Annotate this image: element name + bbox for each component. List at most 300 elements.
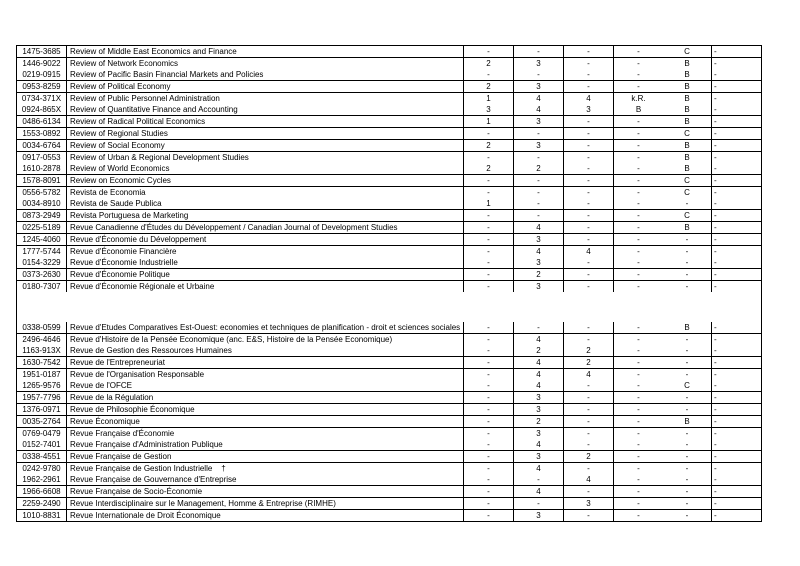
table-row [17,152,761,163]
rating-cell-6: - [714,511,717,520]
rating-cell-2: 4 [514,463,564,474]
rating-cell-2: 3 [514,281,564,292]
table-row [17,222,761,233]
rating-cell-6: - [714,258,717,267]
table-row [17,428,761,439]
issn-cell: 1010-8831 [17,510,67,521]
rating-cell-3: - [564,210,614,221]
table-row [17,116,761,127]
table-row [17,439,761,450]
rating-cell-4: - [637,223,640,232]
table-group [17,369,761,392]
rating-cell-5: - [663,269,712,280]
rating-cell-3: - [564,187,614,198]
table-row [17,486,761,497]
rating-cell-5: - [663,334,712,345]
rating-cell-5: B [663,93,712,104]
rating-cell-2: 3 [514,116,564,127]
issn-cell: 0486-6134 [17,116,67,127]
rating-cell-3: - [564,58,614,69]
rating-cell-6: - [714,335,717,344]
rating-cell-2: - [514,69,564,80]
rating-cell-3: - [564,404,614,415]
rating-cell-5: - [663,428,712,439]
issn-cell: 1163-913X [17,345,67,356]
table-group [17,234,761,246]
journal-name-cell: Review of Regional Studies [67,128,464,139]
journal-name-cell: Review of Public Personnel Administration [67,93,464,104]
table-group [17,140,761,152]
rating-cell-3: - [564,510,614,521]
table-row [17,369,761,380]
rating-cell-3: - [564,69,614,80]
rating-cell-6: - [714,59,717,68]
rating-cell-4: - [637,511,640,520]
issn-cell: 0154-3229 [17,257,67,268]
rating-cell-3: 3 [564,104,614,115]
rating-cell-1: - [464,322,514,333]
rating-cell-1: - [464,257,514,268]
issn-cell: 0219-0915 [17,69,67,80]
rating-cell-5: - [663,357,712,368]
rating-cell-6: - [714,270,717,279]
journal-name-cell: Revue Interdisciplinaire sur le Management, Homme & Entreprise (RIMHE) [67,498,464,509]
issn-cell: 0769-0479 [17,428,67,439]
issn-cell: 0225-5189 [17,222,67,233]
rating-cell-6: - [714,475,717,484]
table-group [17,128,761,140]
issn-cell: 1957-7796 [17,392,67,403]
rating-cell-6: - [714,117,717,126]
rating-cell-6: - [714,487,717,496]
journal-name-cell: Revue Française d'Économie [67,428,464,439]
issn-cell: 0034-6764 [17,140,67,151]
rating-cell-5: B [663,69,712,80]
rating-cell-6: - [714,70,717,79]
table-row [17,163,761,174]
rating-cell-5: - [663,281,712,292]
journal-name-cell: Revue d'Économie Financière [67,246,464,257]
rating-cell-6: - [714,381,717,390]
rating-cell-4: - [637,176,640,185]
rating-cell-1: - [464,510,514,521]
rating-cell-4: - [637,475,640,484]
rating-cell-6: - [714,94,717,103]
table-group [17,510,761,521]
issn-cell: 1951-0187 [17,369,67,380]
journal-name-cell: Review on Economic Cycles [67,175,464,186]
rating-cell-4: - [637,129,640,138]
rating-cell-5: B [663,416,712,427]
rating-cell-4: - [637,141,640,150]
rating-cell-6: - [714,393,717,402]
rating-cell-6: - [714,417,717,426]
rating-cell-2: - [514,152,564,163]
issn-cell: 0152-7401 [17,439,67,450]
rating-cell-1: - [464,334,514,345]
rating-cell-2: - [514,474,564,485]
rating-cell-5: - [663,257,712,268]
rating-cell-5: B [663,140,712,151]
rating-cell-1: - [464,345,514,356]
rating-cell-5: B [663,152,712,163]
issn-cell: 0373-2630 [17,269,67,280]
rating-cell-2: 2 [514,416,564,427]
rating-cell-2: 3 [514,392,564,403]
rating-cell-4: - [637,211,640,220]
table-row [17,498,761,509]
issn-cell: 1245-4060 [17,234,67,245]
rating-cell-3: 2 [564,357,614,368]
rating-cell-3: - [564,222,614,233]
issn-cell: 0035-2764 [17,416,67,427]
rating-cell-5: C [663,128,712,139]
table-row [17,510,761,521]
rating-cell-2: 4 [514,486,564,497]
issn-cell: 1446-9022 [17,58,67,69]
rating-cell-1: - [464,463,514,474]
rating-cell-4: - [637,464,640,473]
journal-name-cell: Revue de Gestion des Ressources Humaines [67,345,464,356]
journal-name-cell: Revue d'Économie Industrielle [67,257,464,268]
rating-cell-3: 4 [564,474,614,485]
issn-cell: 0338-4551 [17,451,67,462]
issn-cell: 1962-2961 [17,474,67,485]
table-row [17,380,761,391]
journal-name-cell: Revista de Saude Publica [67,198,464,209]
rating-cell-1: 2 [464,140,514,151]
table-group [17,486,761,498]
rating-cell-4: - [637,235,640,244]
journal-name-cell: Revue Française de Gouvernance d'Entreprise [67,474,464,485]
rating-cell-4: - [637,282,640,291]
rating-cell-4: - [637,381,640,390]
rating-cell-6: - [714,440,717,449]
rating-cell-2: - [514,175,564,186]
rating-cell-1: 2 [464,81,514,92]
rating-cell-1: - [464,152,514,163]
rating-cell-2: 4 [514,93,564,104]
table-row [17,246,761,257]
rating-cell-3: - [564,198,614,209]
journal-name-cell: Revue d'Économie Régionale et Urbaine [67,281,464,292]
journal-name-cell: Revue d'Économie du Développement [67,234,464,245]
issn-cell: 0180-7307 [17,281,67,292]
issn-cell: 0338-0599 [17,322,67,333]
rating-cell-6: - [714,176,717,185]
rating-cell-3: - [564,46,614,57]
rating-cell-5: - [663,369,712,380]
table-group [17,46,761,58]
issn-cell: 2259-2490 [17,498,67,509]
rating-cell-2: 2 [514,163,564,174]
rating-cell-5: B [663,58,712,69]
rating-cell-1: - [464,281,514,292]
rating-cell-3: - [564,416,614,427]
rating-cell-3: - [564,486,614,497]
rating-cell-6: - [714,235,717,244]
table-row [17,463,761,474]
rating-cell-1: 1 [464,93,514,104]
issn-cell: 0734-371X [17,93,67,104]
table-row [17,46,761,57]
rating-cell-3: - [564,428,614,439]
table-group [17,451,761,463]
journal-name-cell: Revue Française de Socio-Économie [67,486,464,497]
rating-cell-2: 2 [514,269,564,280]
rating-cell-2: - [514,322,564,333]
rating-cell-2: - [514,46,564,57]
table-group [17,58,761,81]
rating-cell-6: - [714,153,717,162]
journal-name-cell: Review of World Economics [67,163,464,174]
rating-cell-1: - [464,498,514,509]
rating-cell-3: - [564,380,614,391]
rating-cell-4: - [637,270,640,279]
rating-cell-6: - [714,247,717,256]
rating-cell-6: - [714,429,717,438]
table-row [17,357,761,368]
journal-name-cell: Revue d'Histoire de la Pensée Economique (anc. E&S, Histoire de la Pensée Economique) [67,334,464,345]
rating-cell-6: - [714,105,717,114]
rating-cell-5: C [663,187,712,198]
rating-cell-1: - [464,451,514,462]
rating-cell-1: - [464,69,514,80]
rating-cell-1: - [464,128,514,139]
table-group [17,404,761,416]
journal-name-cell: Review of Radical Political Economics [67,116,464,127]
table-group [17,152,761,175]
table-group [17,116,761,128]
rating-cell-3: - [564,163,614,174]
table-row [17,198,761,209]
rating-cell-2: 4 [514,222,564,233]
rating-cell-6: - [714,464,717,473]
rating-cell-3: - [564,463,614,474]
table-row [17,281,761,292]
rating-cell-2: 3 [514,140,564,151]
rating-cell-6: - [714,211,717,220]
issn-cell: 1475-3685 [17,46,67,57]
rating-cell-3: 4 [564,246,614,257]
issn-cell: 0242-9780 [17,463,67,474]
rating-cell-4: - [637,358,640,367]
rating-cell-5: C [663,46,712,57]
table-row [17,58,761,69]
rating-cell-5: - [663,345,712,356]
table-row [17,234,761,245]
journal-name-cell: Revue d'Économie Politique [67,269,464,280]
table-row [17,451,761,462]
journal-name-cell: Review of Political Economy [67,81,464,92]
rating-cell-1: - [464,486,514,497]
table-row [17,257,761,268]
rating-cell-5: - [663,486,712,497]
journal-name-cell: Revue Française de Gestion Industrielle † [67,463,464,474]
rating-cell-1: - [464,269,514,280]
table-row [17,404,761,415]
rating-cell-3: - [564,392,614,403]
rating-cell-1: - [464,357,514,368]
rating-cell-2: 4 [514,380,564,391]
rating-cell-6: - [714,82,717,91]
rating-cell-6: - [714,346,717,355]
rating-cell-2: 3 [514,428,564,439]
rating-cell-5: - [663,510,712,521]
issn-cell: 1630-7542 [17,357,67,368]
rating-cell-1: - [464,175,514,186]
journal-name-cell: Review of Middle East Economics and Finance [67,46,464,57]
journal-name-cell: Revue d'Etudes Comparatives Est-Ouest: economies et techniques de planification - droit et sciences sociales [67,322,464,333]
rating-cell-1: 1 [464,198,514,209]
table-row [17,69,761,80]
journal-name-cell: Review of Quantitative Finance and Accounting [67,104,464,115]
rating-cell-5: - [663,234,712,245]
rating-cell-2: 4 [514,369,564,380]
rating-cell-1: 1 [464,116,514,127]
rating-cell-2: 3 [514,257,564,268]
rating-cell-3: - [564,234,614,245]
rating-cell-1: - [464,380,514,391]
rating-cell-6: - [714,282,717,291]
rating-cell-4: - [637,429,640,438]
rating-cell-3: 3 [564,498,614,509]
rating-cell-1: - [464,428,514,439]
rating-cell-1: - [464,246,514,257]
issn-cell: 0924-865X [17,104,67,115]
journal-table [16,45,762,522]
rating-cell-1: - [464,222,514,233]
rating-cell-1: 2 [464,58,514,69]
rating-cell-6: - [714,199,717,208]
rating-cell-4: - [637,405,640,414]
rating-cell-2: 3 [514,404,564,415]
rating-cell-4: - [637,258,640,267]
rating-cell-4: - [637,323,640,332]
journal-name-cell: Revista de Economia [67,187,464,198]
rating-cell-5: - [663,463,712,474]
rating-cell-6: - [714,499,717,508]
rating-cell-6: - [714,223,717,232]
rating-cell-2: 4 [514,246,564,257]
rating-cell-6: - [714,358,717,367]
issn-cell: 1578-8091 [17,175,67,186]
rating-cell-4: - [637,117,640,126]
table-group [17,246,761,269]
table-row [17,392,761,403]
table-row [17,93,761,104]
table-group [17,357,761,369]
rating-cell-3: - [564,152,614,163]
rating-cell-5: - [663,498,712,509]
issn-cell: 1376-0971 [17,404,67,415]
table-row [17,474,761,485]
rating-cell-3: 4 [564,369,614,380]
table-group [17,187,761,210]
rating-cell-5: - [663,404,712,415]
rating-cell-6: - [714,141,717,150]
table-row [17,345,761,356]
rating-cell-5: C [663,380,712,391]
rating-cell-2: 4 [514,357,564,368]
rating-cell-3: - [564,322,614,333]
rating-cell-3: 2 [564,345,614,356]
rating-cell-4: - [637,346,640,355]
rating-cell-5: - [663,246,712,257]
rating-cell-1: 2 [464,163,514,174]
table-group [17,392,761,404]
journal-name-cell: Revue Internationale de Droit Économique [67,510,464,521]
journal-name-cell: Review of Pacific Basin Financial Markets and Policies [67,69,464,80]
rating-cell-3: - [564,281,614,292]
table-group [17,81,761,93]
journal-name-cell: Revue de l'Organisation Responsable [67,369,464,380]
rating-cell-2: 3 [514,451,564,462]
issn-cell: 0873-2949 [17,210,67,221]
rating-cell-1: - [464,210,514,221]
journal-name-cell: Revue de l'OFCE [67,380,464,391]
rating-cell-3: - [564,116,614,127]
rating-cell-6: - [714,47,717,56]
rating-cell-5: C [663,210,712,221]
rating-cell-6: - [714,405,717,414]
rating-cell-2: 3 [514,81,564,92]
rating-cell-3: - [564,269,614,280]
journal-name-cell: Review of Urban & Regional Development Studies [67,152,464,163]
issn-cell: 2496-4646 [17,334,67,345]
rating-cell-2: - [514,187,564,198]
rating-cell-4: k.R. [631,94,646,103]
rating-cell-3: - [564,175,614,186]
rating-cell-2: 4 [514,439,564,450]
rating-cell-3: - [564,257,614,268]
rating-cell-2: 4 [514,334,564,345]
rating-cell-1: - [464,187,514,198]
rating-cell-1: - [464,234,514,245]
table-row [17,175,761,186]
rating-cell-5: C [663,175,712,186]
issn-cell: 0917-0553 [17,152,67,163]
rating-cell-2: - [514,498,564,509]
table-group [17,281,761,334]
rating-cell-1: - [464,46,514,57]
rating-cell-3: - [564,439,614,450]
issn-cell: 1777-5744 [17,246,67,257]
rating-cell-4: - [637,370,640,379]
rating-cell-1: - [464,439,514,450]
rating-cell-4: - [637,335,640,344]
rating-cell-5: - [663,198,712,209]
table-group [17,210,761,222]
issn-cell: 0953-8259 [17,81,67,92]
table-row [17,104,761,115]
table-group [17,222,761,234]
journal-name-cell: Revue de la Régulation [67,392,464,403]
table-row [17,334,761,345]
table-row [17,81,761,92]
rating-cell-4: - [637,82,640,91]
rating-cell-4: - [637,164,640,173]
rating-cell-5: - [663,439,712,450]
rating-cell-4: - [637,499,640,508]
rating-cell-3: 4 [564,93,614,104]
rating-cell-2: - [514,128,564,139]
rating-cell-1: - [464,404,514,415]
rating-cell-1: - [464,474,514,485]
rating-cell-3: - [564,81,614,92]
rating-cell-6: - [714,129,717,138]
table-row [17,128,761,139]
